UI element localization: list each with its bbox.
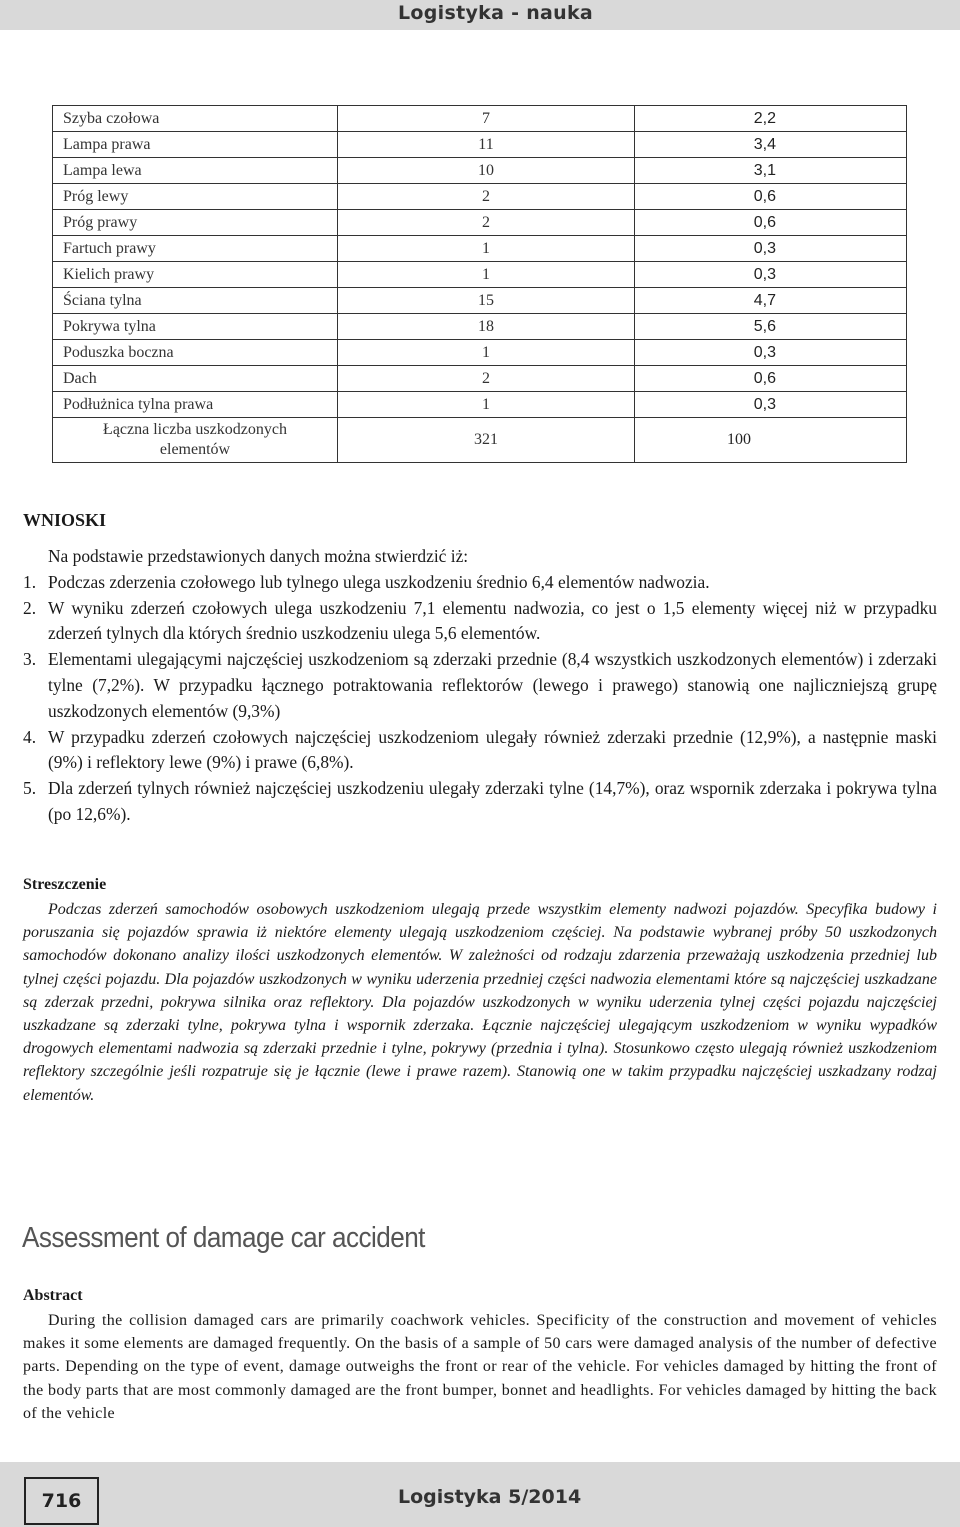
- table-row: [53, 158, 907, 184]
- conclusions-lead: Na podstawie przedstawionych danych można stwierdzić iż:: [48, 546, 469, 566]
- count-cell: 10: [338, 158, 635, 184]
- table-row: [53, 210, 907, 236]
- conclusion-number: 1.: [23, 571, 37, 592]
- total-label-line1: Łączna liczba uszkodzonych: [103, 421, 287, 438]
- table-row: [53, 314, 907, 340]
- count-cell: 1: [338, 236, 635, 262]
- conclusion-item: [23, 647, 937, 724]
- conclusion-item: [23, 596, 937, 648]
- abstract-body: During the collision damaged cars are primarily coachwork vehicles. Specificity of the construction and movement of vehicles makes it some elements are damaged frequently. On the basis of a sample of 50 cars were damaged analysis of the number of defective parts. Depending on the type of event, damage outweighs the front or rear of the vehicle. For vehicles damaged by hitting the front of the body parts that are most commonly damaged are the front bumper, bonnet and headlights. For vehicles damaged by hitting the back of the vehicle: [23, 1312, 937, 1422]
- element-cell: Dach: [53, 366, 338, 392]
- count-cell: 18: [338, 314, 635, 340]
- table-row: [53, 366, 907, 392]
- count-cell: 2: [338, 184, 635, 210]
- element-cell: Lampa lewa: [53, 158, 338, 184]
- conclusion-text: W wyniku zderzeń czołowych ulega uszkodzeniu 7,1 elementu nadwozia, co jest o 1,5 elementy więcej niż w przypadku zderzeń tylnych dla których średnio uszkodzeniu ulega 5,6 elementów.: [48, 597, 937, 644]
- element-cell: Lampa prawa: [53, 132, 338, 158]
- count-cell: 7: [338, 106, 635, 132]
- conclusion-item: [23, 725, 937, 777]
- english-title: Assessment of damage car accident: [22, 1222, 425, 1254]
- element-cell: Ściana tylna: [53, 288, 338, 314]
- table-row: [53, 392, 907, 418]
- table-total-row: [53, 418, 907, 463]
- element-cell: Próg lewy: [53, 184, 338, 210]
- table-row: [53, 288, 907, 314]
- percent-cell: 3,1: [635, 158, 907, 184]
- count-cell: 15: [338, 288, 635, 314]
- total-label-line2: elementów: [159, 441, 231, 458]
- count-cell: 11: [338, 132, 635, 158]
- percent-cell: 5,6: [635, 314, 907, 340]
- table-row: [53, 132, 907, 158]
- streszczenie-title: Streszczenie: [23, 876, 107, 893]
- conclusions: [23, 544, 937, 828]
- percent-cell: 0,6: [635, 210, 907, 236]
- percent-cell: 0,3: [635, 392, 907, 418]
- table-row: [53, 184, 907, 210]
- count-cell: 2: [338, 210, 635, 236]
- element-cell: Podłużnica tylna prawa: [53, 392, 338, 418]
- conclusion-item: [23, 776, 937, 828]
- running-head: Logistyka - nauka: [398, 2, 594, 24]
- conclusion-number: 3.: [23, 649, 37, 670]
- element-cell: Szyba czołowa: [53, 106, 338, 132]
- element-cell: Kielich prawy: [53, 262, 338, 288]
- total-label-cell: [53, 418, 338, 463]
- conclusion-text: Podczas zderzenia czołowego lub tylnego ulega uszkodzeniu średnio 6,4 elementów nadwozia.: [48, 571, 710, 592]
- percent-cell: 0,3: [635, 340, 907, 366]
- total-count-cell: 321: [338, 418, 635, 463]
- conclusion-text: W przypadku zderzeń czołowych najczęściej uszkodzeniom ulegały również zderzaki przednie (12,9%), a następnie maski (9%) i reflektory lewe (9%) i prawe (6,8%).: [48, 726, 937, 773]
- conclusion-text: Dla zderzeń tylnych również najczęściej uszkodzeniu ulegały zderzaki tylne (14,7%), oraz wspornik zderzaka i pokrywa tylna (po 12,6%).: [48, 778, 937, 824]
- element-cell: Fartuch prawy: [53, 236, 338, 262]
- table-row: [53, 340, 907, 366]
- conclusions-title: WNIOSKI: [23, 510, 107, 530]
- element-cell: Próg prawy: [53, 210, 338, 236]
- conclusion-item: [23, 570, 937, 596]
- conclusion-number: 2.: [23, 597, 37, 618]
- percent-cell: 0,3: [635, 262, 907, 288]
- percent-cell: 4,7: [635, 288, 907, 314]
- table-row: [53, 106, 907, 132]
- table-row: [53, 236, 907, 262]
- percent-cell: 0,3: [635, 236, 907, 262]
- journal-name: Logistyka 5/2014: [398, 1486, 582, 1508]
- count-cell: 1: [338, 262, 635, 288]
- damage-table: [52, 105, 907, 463]
- percent-cell: 0,6: [635, 366, 907, 392]
- count-cell: 2: [338, 366, 635, 392]
- conclusion-text: Elementami ulegającymi najczęściej uszkodzeniom są zderzaki przednie (8,4 wszystkich uszkodzonych elementów) i zderzaki tylne (7,2%). W przypadku łącznego potraktowania reflektorów (lewego i prawego) stanowią one najliczniejszą grupę uszkodzonych elementów (9,3%): [48, 649, 937, 721]
- percent-cell: 0,6: [635, 184, 907, 210]
- count-cell: 1: [338, 340, 635, 366]
- count-cell: 1: [338, 392, 635, 418]
- percent-cell: 3,4: [635, 132, 907, 158]
- percent-cell: 2,2: [635, 106, 907, 132]
- total-percent-cell: 100: [635, 418, 907, 463]
- conclusion-number: 5.: [23, 778, 37, 799]
- element-cell: Pokrywa tylna: [53, 314, 338, 340]
- streszczenie-body: Podczas zderzeń samochodów osobowych uszkodzeniom ulegają przede wszystkim elementy nadwozi pojazdów. Specyfika budowy i poruszania się pojazdów sprawia iż niektóre elementy ulegają uszkodzeniom częściej. Na podstawie wybranej próby 50 uszkodzonych samochodów dokonano analizy ilości uszkodzonych elementów. W zależności od rodzaju zdarzenia przeważają uszkodzenia przedniej lub tylnej części pojazdu. Dla pojazdów uszkodzonych w wyniku uderzenia przedniej części nadwozia elementami które są najczęściej uszkadzane są zderzak przedni, pokrywa silnika oraz reflektory. Dla pojazdów uszkodzonych w wyniku uderzenia tylnej części pojazdu najczęściej uszkadzane są zderzaki tylne, pokrywa tylna i wspornik zderzaka. Łącznie najczęściej ulegającym uszkodzeniom w wyniku wypadków drogowych elementami nadwozia są zderzaki przednie i tylne, pokrywy (przednia i tylna). Stosunkowo często ulegają również uszkodzeniom reflektory szczególnie jeśli rozpatruje się je łącznie (lewe i prawe razem). Stanowią one w takim przypadku najczęściej uszkadzany rodzaj elementów.: [23, 901, 937, 1104]
- table-row: [53, 262, 907, 288]
- page-number: 716: [24, 1477, 99, 1525]
- conclusion-number: 4.: [23, 726, 37, 747]
- abstract-title: Abstract: [23, 1287, 83, 1304]
- element-cell: Poduszka boczna: [53, 340, 338, 366]
